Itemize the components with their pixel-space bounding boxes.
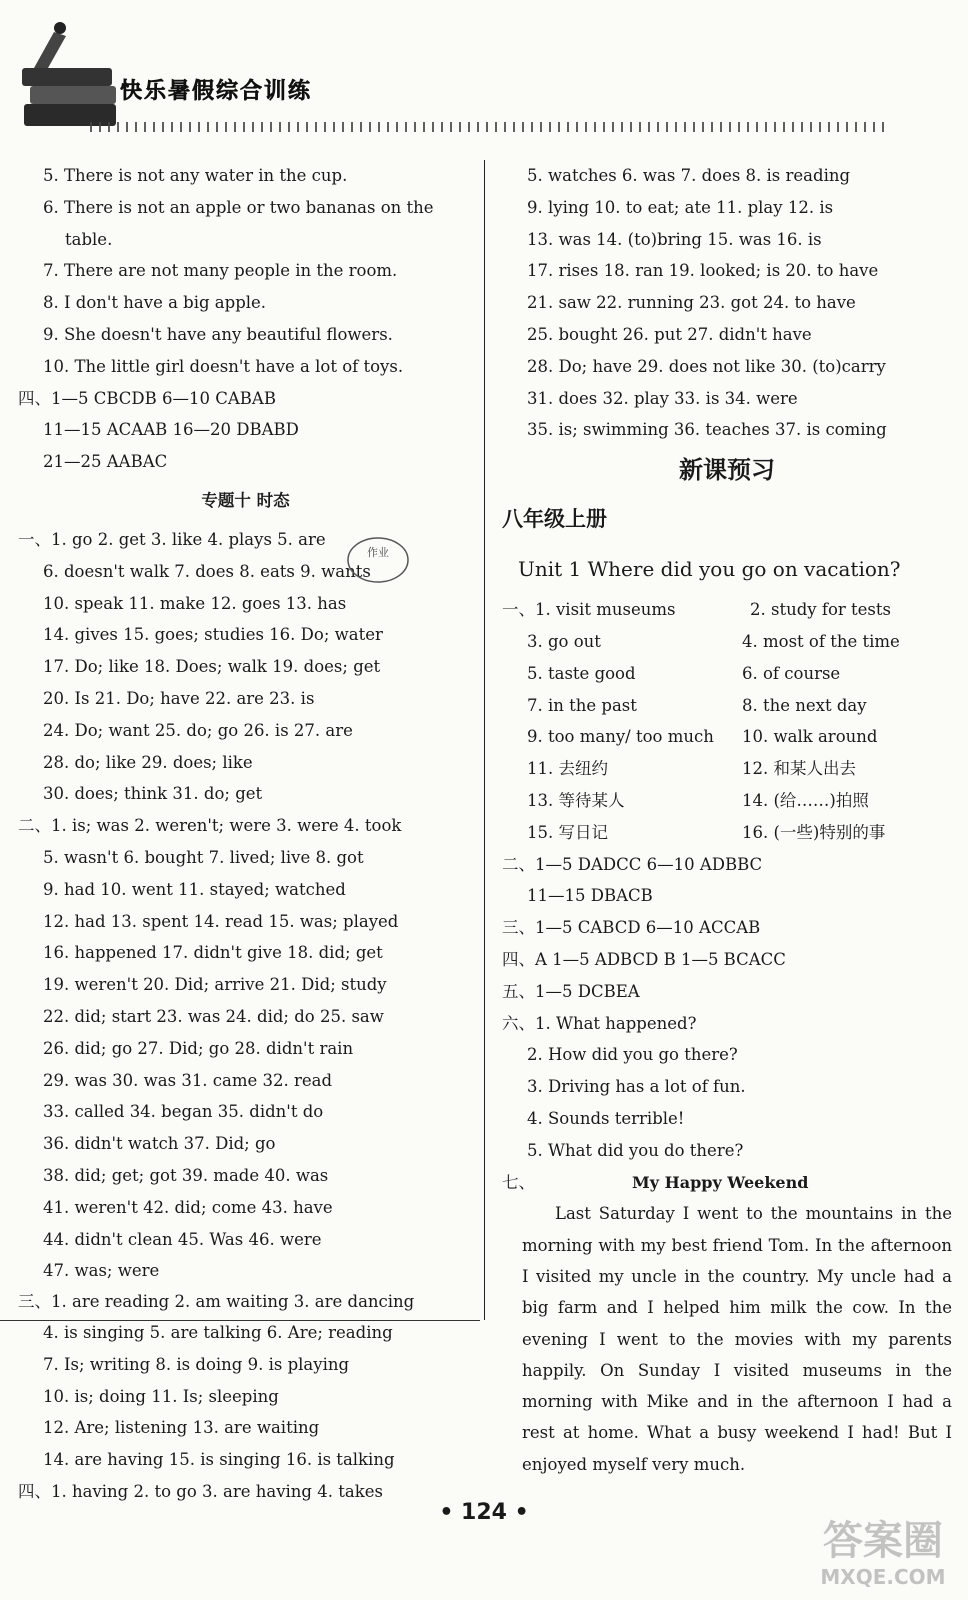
- vocab-prefix: 一、: [502, 600, 535, 620]
- answer-line: 6. doesn't walk 7. does 8. eats 9. wants: [43, 561, 371, 581]
- vocab-row: [502, 721, 952, 753]
- left-column: [18, 160, 473, 1508]
- header-dotted-rule: [90, 122, 890, 132]
- answer-line: 11—15 ACAAB 16—20 DBABD: [43, 420, 299, 440]
- answer-line: 5. There is not any water in the cup.: [43, 166, 348, 185]
- answer-line: 17. rises 18. ran 19. looked; is 20. to have: [527, 261, 879, 281]
- answer-line: 14. gives 15. goes; studies 16. Do; water: [43, 625, 383, 645]
- answer-line: 4. is singing 5. are talking 6. Are; reading: [43, 1323, 393, 1343]
- vocab-item: 6. of course: [742, 663, 841, 683]
- header-title: 快乐暑假综合训练: [120, 79, 313, 104]
- answer-line: 四、1. having 2. to go 3. are having 4. takes: [18, 1482, 383, 1502]
- answer-line: 14. are having 15. is singing 16. is talking: [43, 1450, 395, 1470]
- answer-line: 33. called 34. began 35. didn't do: [43, 1102, 324, 1122]
- answer-line: 11—15 DBACB: [527, 886, 653, 906]
- answer-line: 16. happened 17. didn't give 18. did; get: [43, 943, 383, 963]
- answer-line: table.: [65, 229, 113, 249]
- answer-line: 9. had 10. went 11. stayed; watched: [43, 879, 346, 899]
- books-logo-icon: [14, 16, 134, 134]
- answer-line: 38. did; get; got 39. made 40. was: [43, 1165, 329, 1185]
- stamp-label: 作业: [367, 546, 389, 559]
- answer-line: 三、1—5 CABCD 6—10 ACCAB: [502, 918, 761, 938]
- answer-line: 24. Do; want 25. do; go 26. is 27. are: [43, 720, 353, 740]
- essay-prefix: 七、: [502, 1172, 535, 1192]
- answer-line: 7. There are not many people in the room.: [43, 261, 398, 281]
- vocab-item: 1. visit museums: [535, 600, 676, 620]
- answer-line: 9. lying 10. to eat; ate 11. play 12. is: [527, 197, 834, 217]
- answer-line: 20. Is 21. Do; have 22. are 23. is: [43, 688, 315, 708]
- vocab-row: [502, 626, 952, 658]
- answer-line: 26. did; go 27. Did; go 28. didn't rain: [43, 1038, 354, 1058]
- answer-line: 2. How did you go there?: [527, 1045, 738, 1065]
- watermark-main: 答案圈: [823, 1518, 943, 1564]
- answer-line: 9. She doesn't have any beautiful flowers.: [43, 324, 393, 344]
- answer-line: 29. was 30. was 31. came 32. read: [43, 1070, 333, 1090]
- vocab-item: 2. study for tests: [750, 600, 891, 620]
- answer-line: 28. do; like 29. does; like: [43, 752, 253, 772]
- vocab-row: [502, 785, 952, 817]
- column-divider: [484, 160, 485, 1320]
- section-title: 新课预习: [679, 456, 775, 485]
- answer-line: 21—25 AABAC: [43, 452, 168, 472]
- answer-line: 47. was; were: [43, 1261, 160, 1281]
- vocab-item: 3. go out: [527, 631, 601, 651]
- right-column: [502, 160, 952, 1480]
- answer-line: 四、1—5 CBCDB 6—10 CABAB: [18, 388, 276, 408]
- answer-line: 17. Do; like 18. Does; walk 19. does; get: [43, 657, 381, 677]
- answer-line: 35. is; swimming 36. teaches 37. is coming: [527, 420, 887, 440]
- answer-line: 8. I don't have a big apple.: [43, 293, 267, 313]
- answer-line: 22. did; start 23. was 24. did; do 25. saw: [43, 1006, 384, 1026]
- answer-line: 28. Do; have 29. does not like 30. (to)carry: [527, 356, 886, 376]
- answer-line: 五、1—5 DCBEA: [502, 981, 640, 1001]
- vocab-item: 14. (给……)拍照: [742, 790, 869, 810]
- answer-line: 10. speak 11. make 12. goes 13. has: [43, 593, 347, 613]
- page-number: • 124 •: [439, 1500, 529, 1525]
- grade-title: 八年级上册: [502, 507, 607, 532]
- answer-line: 5. watches 6. was 7. does 8. is reading: [527, 166, 851, 185]
- vocab-item: 4. most of the time: [742, 631, 900, 651]
- vocab-item: 5. taste good: [527, 663, 636, 683]
- answer-line: 19. weren't 20. Did; arrive 21. Did; study: [43, 975, 387, 995]
- essay-paragraph: Last Saturday I went to the mountains in the morning with my best friend Tom. In the afternoon I visited my uncle in the country. My uncle had a big farm and I helped him milk the cow. In the evening I went to the movies with my parents happily. On Sunday I visited museums in the morning with Mike and in the afternoon I had a rest at home. What a busy weekend I had! But I enjoyed myself very much.: [522, 1204, 952, 1474]
- answer-line: 六、1. What happened?: [502, 1013, 697, 1033]
- answer-line: 四、A 1—5 ADBCD B 1—5 BCACC: [502, 949, 786, 969]
- answer-line: 4. Sounds terrible!: [527, 1108, 685, 1128]
- homework-stamp-icon: [344, 534, 412, 586]
- vocab-item: 8. the next day: [742, 695, 867, 715]
- answer-line: 二、1—5 DADCC 6—10 ADBBC: [502, 854, 763, 874]
- answer-line: 二、1. is; was 2. weren't; were 3. were 4. took: [18, 816, 402, 836]
- watermark-logo-icon: [808, 1504, 958, 1594]
- essay-title: My Happy Weekend: [632, 1172, 809, 1192]
- vocab-item: 7. in the past: [527, 695, 637, 715]
- answer-line: 36. didn't watch 37. Did; go: [43, 1134, 276, 1154]
- answer-line: 一、1. go 2. get 3. like 4. plays 5. are: [18, 529, 326, 549]
- answer-line: 21. saw 22. running 23. got 24. to have: [527, 293, 856, 313]
- answer-line: 10. The little girl doesn't have a lot of toys.: [43, 356, 404, 376]
- essay-header: [502, 1167, 952, 1199]
- vocab-item: 13. 等待某人: [527, 790, 625, 810]
- answer-line: 12. Are; listening 13. are waiting: [43, 1418, 320, 1438]
- answer-line: 41. weren't 42. did; come 43. have: [43, 1197, 333, 1217]
- vocab-row: [502, 690, 952, 722]
- vocab-item: 10. walk around: [742, 727, 878, 747]
- answer-line: 5. wasn't 6. bought 7. lived; live 8. got: [43, 847, 364, 867]
- watermark-sub: MXQE.COM: [820, 1565, 946, 1589]
- answer-line: 5. What did you do there?: [527, 1140, 744, 1160]
- vocab-row: [502, 594, 952, 626]
- vocab-item: 11. 去纽约: [527, 759, 608, 779]
- answer-line: 13. was 14. (to)bring 15. was 16. is: [527, 229, 822, 249]
- vocab-item: 15. 写日记: [527, 822, 608, 842]
- vocab-item: 16. (一些)特别的事: [742, 822, 886, 842]
- answer-line: 10. is; doing 11. Is; sleeping: [43, 1386, 279, 1406]
- answer-line: 30. does; think 31. do; get: [43, 784, 263, 804]
- answer-line: 12. had 13. spent 14. read 15. was; played: [43, 911, 399, 931]
- vocab-item: 12. 和某人出去: [742, 759, 856, 779]
- answer-line: 7. Is; writing 8. is doing 9. is playing: [43, 1354, 350, 1374]
- vocab-row: [502, 658, 952, 690]
- answer-line: 三、1. are reading 2. am waiting 3. are dancing: [18, 1292, 415, 1312]
- page-header: [0, 0, 968, 140]
- answer-line: 25. bought 26. put 27. didn't have: [527, 324, 812, 344]
- vocab-row: [502, 817, 952, 849]
- topic-title: 专题十 时态: [201, 490, 290, 510]
- unit-title: Unit 1 Where did you go on vacation?: [518, 557, 901, 582]
- answer-line: 44. didn't clean 45. Was 46. were: [43, 1229, 322, 1249]
- vocab-row: [502, 753, 952, 785]
- answer-line: 6. There is not an apple or two bananas on the: [43, 197, 434, 217]
- vocab-item: 9. too many/ too much: [527, 727, 714, 747]
- answer-line: 31. does 32. play 33. is 34. were: [527, 388, 798, 408]
- answer-line: 3. Driving has a lot of fun.: [527, 1077, 746, 1097]
